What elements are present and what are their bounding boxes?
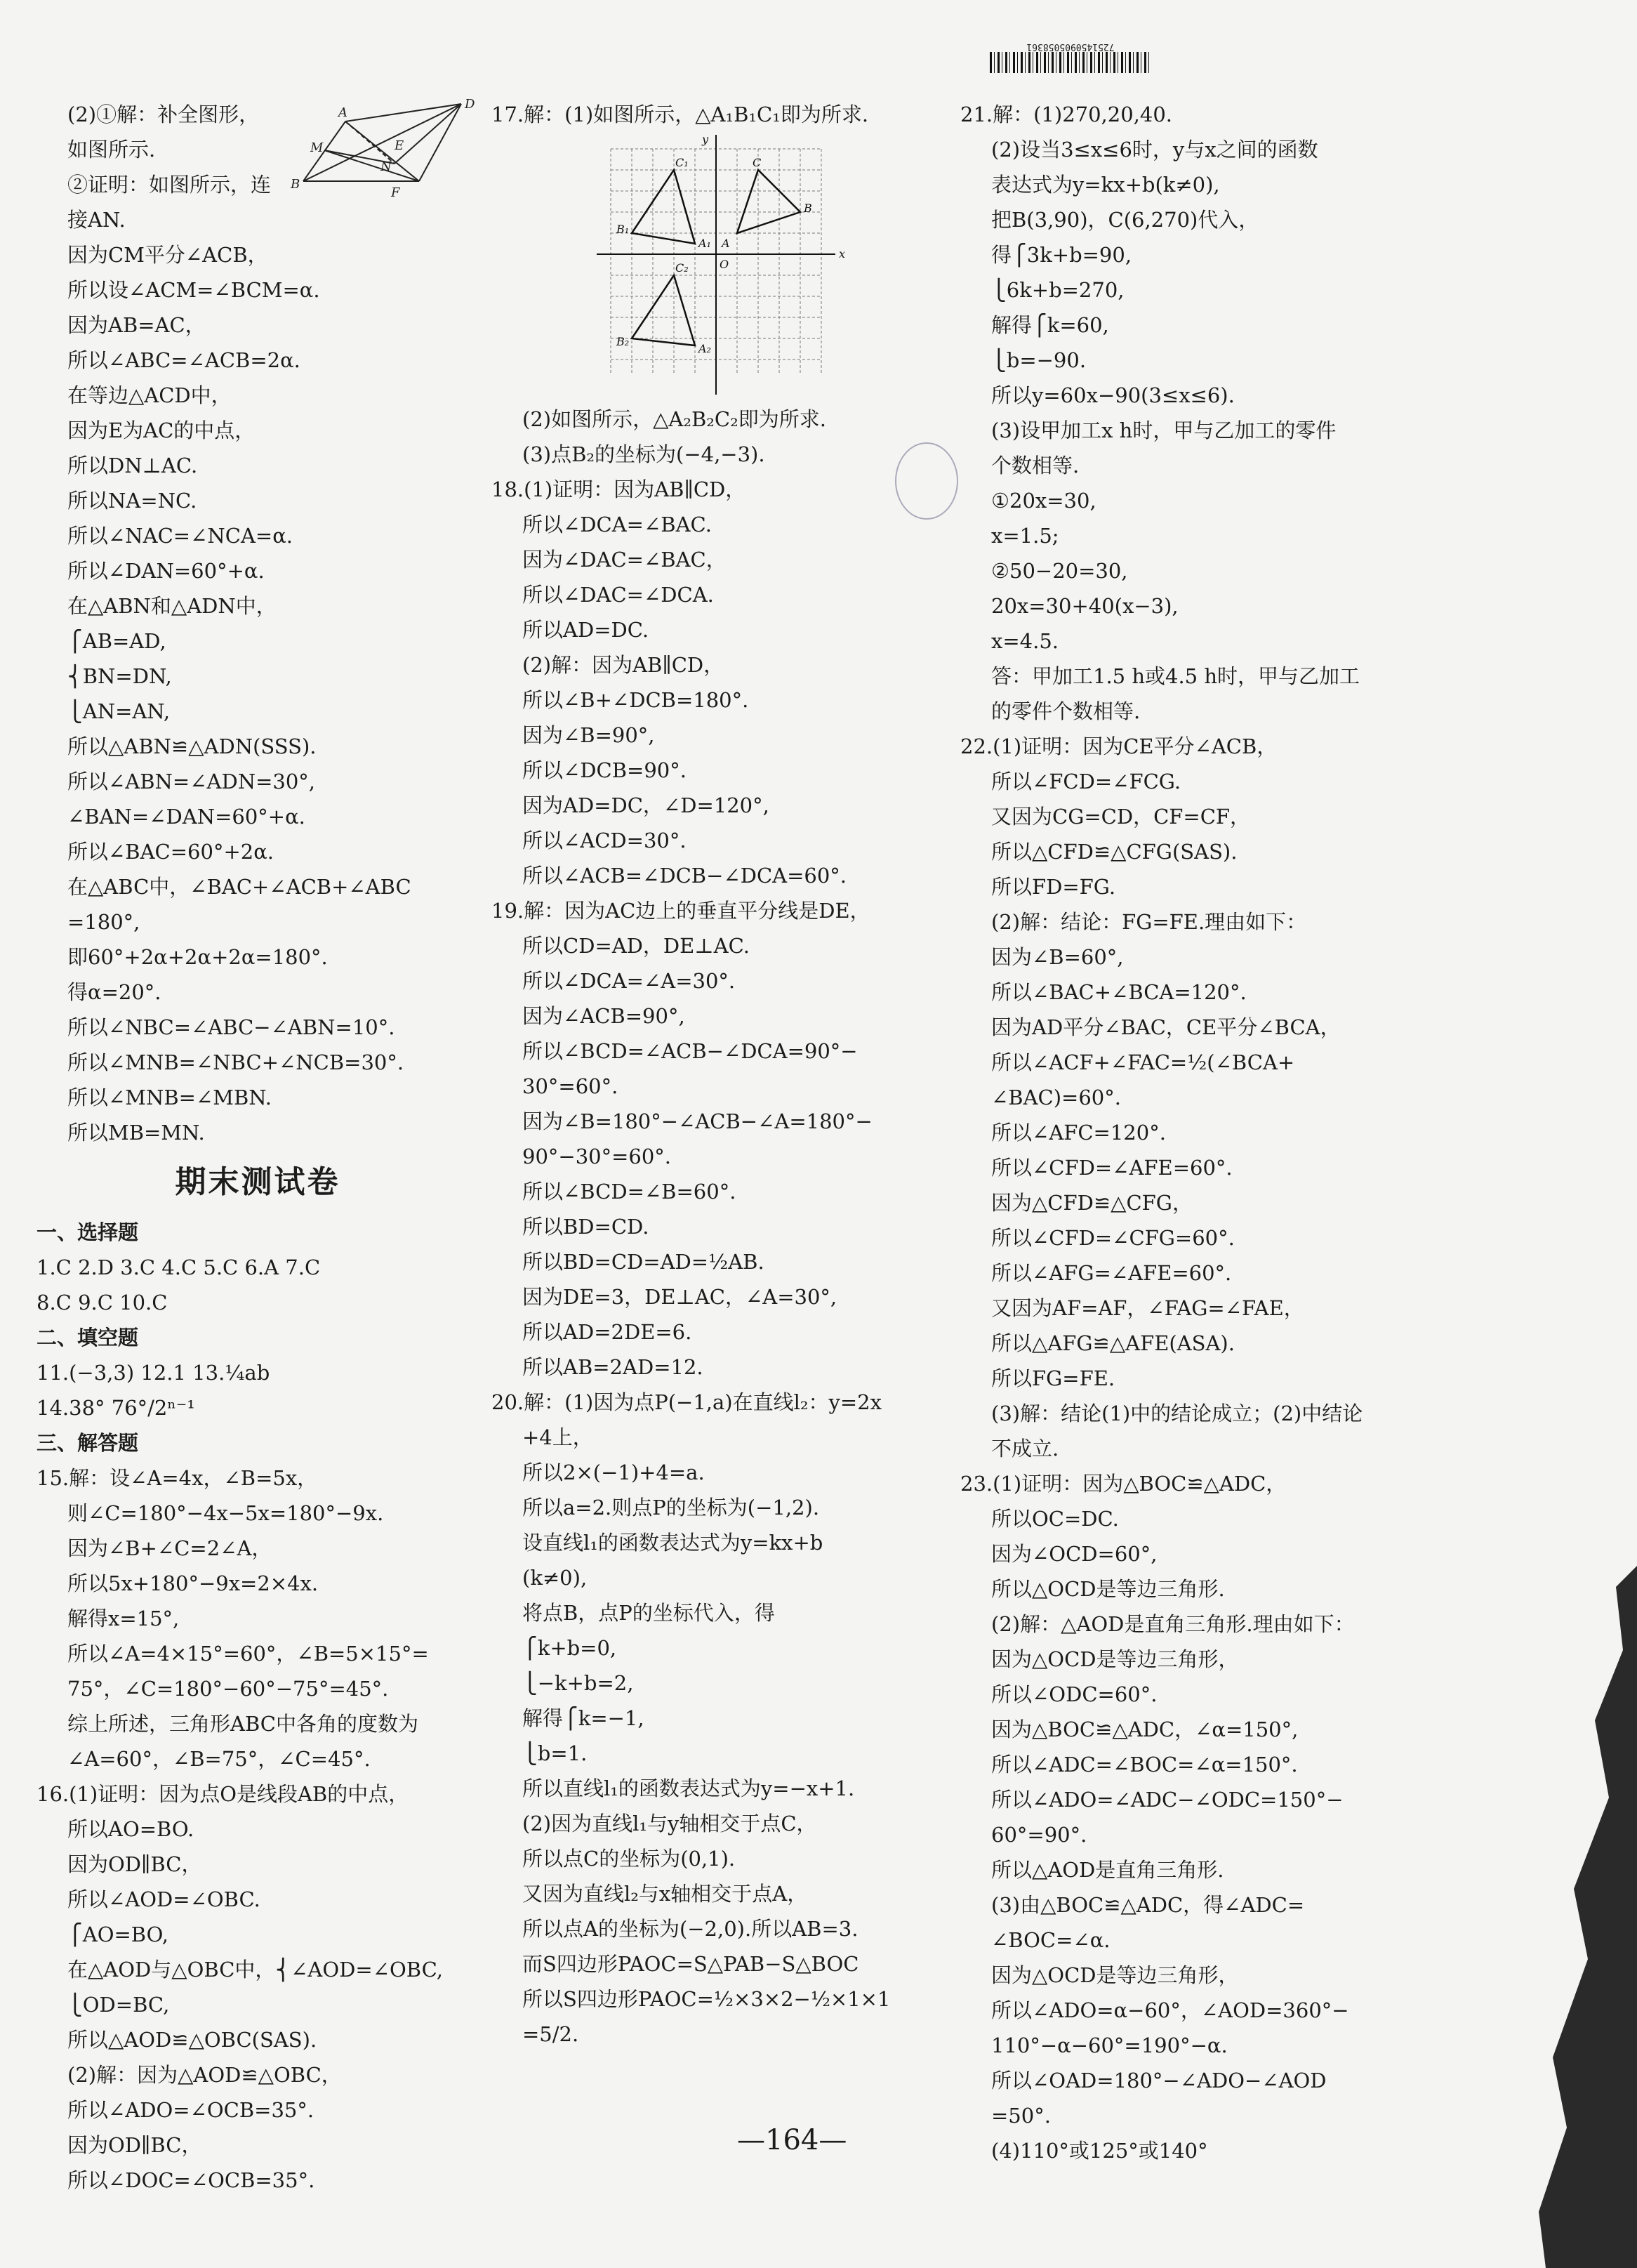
text-line: 将点B，点P的坐标代入，得 (522, 1601, 775, 1625)
svg-text:B₂: B₂ (616, 335, 630, 348)
text-line: 则∠C=180°−4x−5x=180°−9x. (67, 1501, 384, 1525)
text-line: 所以∠MNB=∠MBN. (67, 1086, 272, 1109)
text-line: (2)解：因为△AOD≌△OBC， (67, 2063, 342, 2087)
text-line: 因为AD=DC，∠D=120°, (522, 793, 769, 817)
text-line: +4上， (522, 1425, 593, 1449)
text-line: 表达式为y=kx+b(k≠0), (991, 173, 1220, 197)
svg-text:A₂: A₂ (698, 342, 711, 355)
barcode (990, 41, 1151, 73)
text-line: 17.解：(1)如图所示，△A₁B₁C₁即为所求. (491, 103, 869, 126)
text-line: ∠BAN=∠DAN=60°+α. (67, 805, 305, 829)
text-line: 所以AD=DC. (522, 618, 649, 642)
text-line: 所以∠ADC=∠BOC=∠α=150°. (991, 1753, 1298, 1776)
text-line: (k≠0), (522, 1566, 588, 1590)
text-line: ⎧AB=AD, (67, 629, 166, 653)
text-line: 因为∠B=90°, (522, 723, 655, 747)
svg-text:A: A (722, 237, 730, 250)
text-line: 所以∠DCB=90°. (522, 758, 687, 782)
text-line: 所以∠DAC=∠DCA. (522, 583, 714, 607)
text-line: 因为∠B+∠C=2∠A， (67, 1536, 272, 1560)
svg-text:E: E (395, 138, 404, 153)
text-line: 因为AB=AC， (67, 313, 206, 337)
text-line: 所以AB=2AD=12. (522, 1355, 703, 1379)
svg-text:O: O (720, 258, 729, 271)
text-line: 接AN. (67, 208, 126, 232)
text-line: 所以∠NBC=∠ABC−∠ABN=10°. (67, 1015, 395, 1039)
text-line: 因为OD∥BC， (67, 1852, 202, 1876)
text-line: 所以CD=AD，DE⊥AC. (522, 934, 750, 958)
text-line: 因为∠B=60°, (991, 945, 1124, 969)
text-line: 因为△OCD是等边三角形， (991, 1963, 1239, 1987)
text-line: 综上所述，三角形ABC中各角的度数为 (67, 1712, 418, 1736)
text-line: 所以∠AFC=120°. (991, 1121, 1166, 1145)
barcode-number: 7251450905058361 (1026, 41, 1115, 52)
text-line: ①20x=30, (991, 489, 1096, 513)
text-line: ⎩6k+b=270, (991, 278, 1125, 302)
text-line: 所以DN⊥AC. (67, 454, 198, 477)
text-line: 设直线l₁的函数表达式为y=kx+b (522, 1531, 823, 1555)
text-line: 所以△AOD是直角三角形. (991, 1858, 1224, 1882)
text-line: 所以∠ADO=∠OCB=35°. (67, 2098, 314, 2122)
section-heading: 期末测试卷 (175, 1164, 340, 1200)
text-line: 解得x=15°, (67, 1607, 180, 1630)
text-line: 所以∠BAC=60°+2α. (67, 840, 274, 864)
coordinate-grid-figure (597, 135, 892, 402)
text-line: =180°, (67, 910, 140, 934)
text-line: 所以2×(−1)+4=a. (522, 1461, 705, 1484)
text-line: 所以∠CFD=∠CFG=60°. (991, 1226, 1235, 1250)
text-line: 11.(−3,3) 12.1 13.¼ab (37, 1361, 270, 1385)
text-line: 因为CM平分∠ACB， (67, 243, 268, 267)
text-line: 所以∠DAN=60°+α. (67, 559, 265, 583)
text-line: 答：甲加工1.5 h或4.5 h时，甲与乙加工 (991, 664, 1360, 688)
text-line: (3)点B₂的坐标为(−4,−3). (522, 442, 765, 466)
text-line: 所以FD=FG. (991, 875, 1116, 899)
text-line: 所以△CFD≌△CFG(SAS). (991, 840, 1238, 864)
text-line: 所以∠BAC+∠BCA=120°. (991, 980, 1247, 1004)
text-line: (3)解：结论(1)中的结论成立；(2)中结论 (991, 1402, 1363, 1425)
text-line: ⎩b=1. (522, 1741, 588, 1765)
text-line: x=1.5; (991, 524, 1059, 548)
text-line: ⎧AO=BO, (67, 1923, 168, 1946)
text-line: (2)如图所示，△A₂B₂C₂即为所求. (522, 407, 826, 431)
text-line: 所以OC=DC. (991, 1507, 1119, 1531)
text-line: 20x=30+40(x−3), (991, 594, 1179, 618)
text-line: 所以∠NAC=∠NCA=α. (67, 524, 293, 548)
torn-edge-shadow (1525, 1566, 1637, 2268)
text-line: 所以∠DCA=∠BAC. (522, 513, 712, 536)
svg-text:B: B (804, 202, 812, 215)
text-line: 8.C 9.C 10.C (37, 1291, 168, 1314)
barcode-bars (990, 52, 1151, 73)
svg-text:C₂: C₂ (675, 261, 689, 275)
text-line: 所以∠A=4×15°=60°，∠B=5×15°= (67, 1642, 429, 1666)
text-line: 所以点A的坐标为(−2,0).所以AB=3. (522, 1917, 859, 1941)
text-line: ∠BAC)=60°. (991, 1086, 1121, 1109)
text-line: 所以△ABN≌△ADN(SSS). (67, 734, 317, 758)
text-line: ⎩AN=AN, (67, 699, 171, 723)
svg-text:y: y (702, 135, 709, 146)
text-line: ②50−20=30, (991, 559, 1128, 583)
text-line: 在等边△ACD中， (67, 383, 232, 407)
text-line: 所以∠FCD=∠FCG. (991, 770, 1181, 793)
svg-text:B₁: B₁ (616, 223, 630, 236)
svg-text:F: F (391, 185, 400, 200)
svg-text:C₁: C₁ (675, 156, 689, 169)
text-line: 所以直线l₁的函数表达式为y=−x+1. (522, 1776, 855, 1800)
text-line: 所以∠BCD=∠B=60°. (522, 1180, 736, 1204)
column-middle (491, 97, 934, 2052)
text-line: 得⎧3k+b=90, (991, 243, 1132, 267)
text-line: 所以∠ADO=∠ADC−∠ODC=150°− (991, 1788, 1344, 1812)
text-line: ⎩−k+b=2, (522, 1671, 634, 1695)
text-line: 所以y=60x−90(3≤x≤6). (991, 383, 1235, 407)
text-line: 所以∠ACF+∠FAC=½(∠BCA+ (991, 1050, 1295, 1074)
text-line: 因为∠OCD=60°, (991, 1542, 1158, 1566)
text-line: 所以∠OAD=180°−∠ADO−∠AOD (991, 2069, 1327, 2092)
text-line: 所以∠DCA=∠A=30°. (522, 969, 736, 993)
text-line: (2)设当3≤x≤6时，y与x之间的函数 (991, 138, 1318, 161)
text-line: 在△AOD与△OBC中，⎨∠AOD=∠OBC, (67, 1958, 443, 1982)
text-line: 75°，∠C=180°−60°−75°=45°. (67, 1677, 389, 1701)
text-line: 110°−α−60°=190°−α. (991, 2033, 1228, 2057)
text-line: 所以△AFG≌△AFE(ASA). (991, 1331, 1235, 1355)
svg-text:D: D (465, 97, 475, 112)
svg-text:C: C (753, 156, 762, 169)
text-line: 而S四边形PAOC=S△PAB−S△BOC (522, 1952, 859, 1976)
text-line: 因为∠B=180°−∠ACB−∠A=180°− (522, 1109, 873, 1133)
library-stamp (895, 442, 958, 520)
text-line: ⎨BN=DN, (67, 664, 172, 688)
text-line: 14.38° 76°/2ⁿ⁻¹ (37, 1396, 195, 1420)
text-line: 即60°+2α+2α+2α=180°. (67, 945, 328, 969)
text-line: 所以点C的坐标为(0,1). (522, 1847, 736, 1871)
text-line: 因为△CFD≌△CFG， (991, 1191, 1193, 1215)
text-line: (2)解：因为AB∥CD， (522, 653, 724, 677)
text-line: 因为△BOC≌△ADC，∠α=150°, (991, 1718, 1299, 1741)
text-line: 15.解：设∠A=4x，∠B=5x， (37, 1466, 318, 1490)
text-line: 所以∠ABN=∠ADN=30°, (67, 770, 316, 793)
text-line: 30°=60°. (522, 1074, 618, 1098)
text-line: 60°=90°. (991, 1823, 1087, 1847)
text-line: 19.解：因为AC边上的垂直平分线是DE， (491, 899, 870, 923)
text-line: 所以5x+180°−9x=2×4x. (67, 1571, 319, 1595)
text-line: 20.解：(1)因为点P(−1,a)在直线l₂：y=2x (491, 1390, 882, 1414)
text-line: 所以△OCD是等边三角形. (991, 1577, 1225, 1601)
text-line: 因为AD平分∠BAC，CE平分∠BCA， (991, 1015, 1341, 1039)
text-line: 所以设∠ACM=∠BCM=α. (67, 278, 320, 302)
text-line: 23.(1)证明：因为△BOC≌△ADC， (960, 1472, 1287, 1496)
text-line: (4)110°或125°或140° (991, 2139, 1208, 2163)
text-line: (2)解：结论：FG=FE.理由如下： (991, 910, 1307, 934)
text-line: 因为OD∥BC， (67, 2133, 202, 2157)
text-line: 解得⎧k=−1, (522, 1706, 644, 1730)
text-line: x=4.5. (991, 629, 1059, 653)
text-line: 因为∠DAC=∠BAC， (522, 548, 727, 572)
text-line: 又因为AF=AF，∠FAG=∠FAE， (991, 1296, 1304, 1320)
text-line: 所以AO=BO. (67, 1817, 194, 1841)
text-line: 在△ABC中，∠BAC+∠ACB+∠ABC (67, 875, 411, 899)
text-line: 所以BD=CD. (522, 1215, 649, 1239)
svg-text:A: A (338, 105, 347, 120)
geometry-figure-abcd (289, 97, 479, 202)
text-line: (3)设甲加工x h时，甲与乙加工的零件 (991, 418, 1337, 442)
text-line: 三、解答题 (37, 1431, 139, 1455)
text-line: 得α=20°. (67, 980, 161, 1004)
text-line: 所以∠AOD=∠OBC. (67, 1887, 260, 1911)
text-line: 16.(1)证明：因为点O是线段AB的中点， (37, 1782, 409, 1806)
text-line: 所以∠MNB=∠NBC+∠NCB=30°. (67, 1050, 404, 1074)
svg-text:M: M (310, 140, 324, 155)
text-line: (3)由△BOC≌△ADC，得∠ADC= (991, 1893, 1305, 1917)
text-line: 不成立. (991, 1437, 1059, 1461)
text-line: 所以∠ACD=30°. (522, 829, 687, 852)
text-line: 所以△AOD≌△OBC(SAS). (67, 2028, 317, 2052)
column-right (960, 97, 1403, 2168)
text-line: 所以∠ABC=∠ACB=2α. (67, 348, 300, 372)
text-line: (2)解：△AOD是直角三角形.理由如下： (991, 1612, 1355, 1636)
text-line: 所以∠CFD=∠AFE=60°. (991, 1156, 1233, 1180)
text-line: 所以BD=CD=AD=½AB. (522, 1250, 764, 1274)
svg-text:x: x (839, 247, 846, 261)
svg-text:B: B (291, 177, 300, 192)
text-line: 解得⎧k=60, (991, 313, 1109, 337)
text-line: =50°. (991, 2104, 1051, 2128)
text-line: 因为DE=3，DE⊥AC，∠A=30°, (522, 1285, 837, 1309)
column-left (37, 97, 479, 2198)
text-line: 所以MB=MN. (67, 1121, 205, 1145)
text-line: 所以NA=NC. (67, 489, 197, 513)
text-line: 个数相等. (991, 454, 1080, 477)
text-line: 因为E为AC的中点， (67, 418, 256, 442)
text-line: ②证明：如图所示，连 (67, 173, 272, 197)
text-line: 因为∠ACB=90°, (522, 1004, 685, 1028)
text-line: 所以FG=FE. (991, 1366, 1115, 1390)
text-line: (2)因为直线l₁与y轴相交于点C， (522, 1812, 817, 1835)
text-line: 所以AD=2DE=6. (522, 1320, 692, 1344)
text-line: 在△ABN和△ADN中， (67, 594, 277, 618)
text-line: 二、填空题 (37, 1326, 139, 1350)
text-line: 所以∠ODC=60°. (991, 1682, 1158, 1706)
text-line: ⎩b=−90. (991, 348, 1087, 372)
text-line: 90°−30°=60°. (522, 1145, 672, 1168)
text-line: 所以a=2.则点P的坐标为(−1,2). (522, 1496, 820, 1519)
text-line: ∠BOC=∠α. (991, 1928, 1111, 1952)
text-line: 又因为直线l₂与x轴相交于点A， (522, 1882, 808, 1906)
text-line: 所以∠DOC=∠OCB=35°. (67, 2168, 315, 2192)
text-line: (2)①解：补全图形， (67, 103, 260, 126)
text-line: 所以∠BCD=∠ACB−∠DCA=90°− (522, 1039, 858, 1063)
text-line: 因为△OCD是等边三角形， (991, 1647, 1239, 1671)
text-line: 22.(1)证明：因为CE平分∠ACB， (960, 734, 1278, 758)
text-line: =5/2. (522, 2022, 579, 2046)
text-line: ⎩OD=BC, (67, 1993, 170, 2017)
text-line: 所以∠ACB=∠DCB−∠DCA=60°. (522, 864, 847, 888)
text-line: ∠A=60°，∠B=75°，∠C=45°. (67, 1747, 371, 1771)
text-line: 又因为CG=CD，CF=CF， (991, 805, 1251, 829)
page-number: —164— (737, 2124, 847, 2156)
text-line: 如图所示. (67, 138, 156, 161)
text-line: 1.C 2.D 3.C 4.C 5.C 6.A 7.C (37, 1255, 321, 1279)
text-line: 一、选择题 (37, 1220, 139, 1244)
text-line: ⎧k+b=0, (522, 1636, 617, 1660)
text-line: 所以S四边形PAOC=½×3×2−½×1×1 (522, 1987, 891, 2011)
svg-text:N: N (380, 159, 392, 174)
text-line: 所以∠AFG=∠AFE=60°. (991, 1261, 1232, 1285)
text-line: 把B(3,90)，C(6,270)代入， (991, 208, 1259, 232)
text-line: 21.解：(1)270,20,40. (960, 103, 1173, 126)
text-line: 的零件个数相等. (991, 699, 1141, 723)
text-line: 18.(1)证明：因为AB∥CD， (491, 477, 746, 501)
text-line: 所以∠ADO=α−60°，∠AOD=360°− (991, 1998, 1349, 2022)
svg-text:A₁: A₁ (698, 237, 711, 250)
text-line: 所以∠B+∠DCB=180°. (522, 688, 749, 712)
